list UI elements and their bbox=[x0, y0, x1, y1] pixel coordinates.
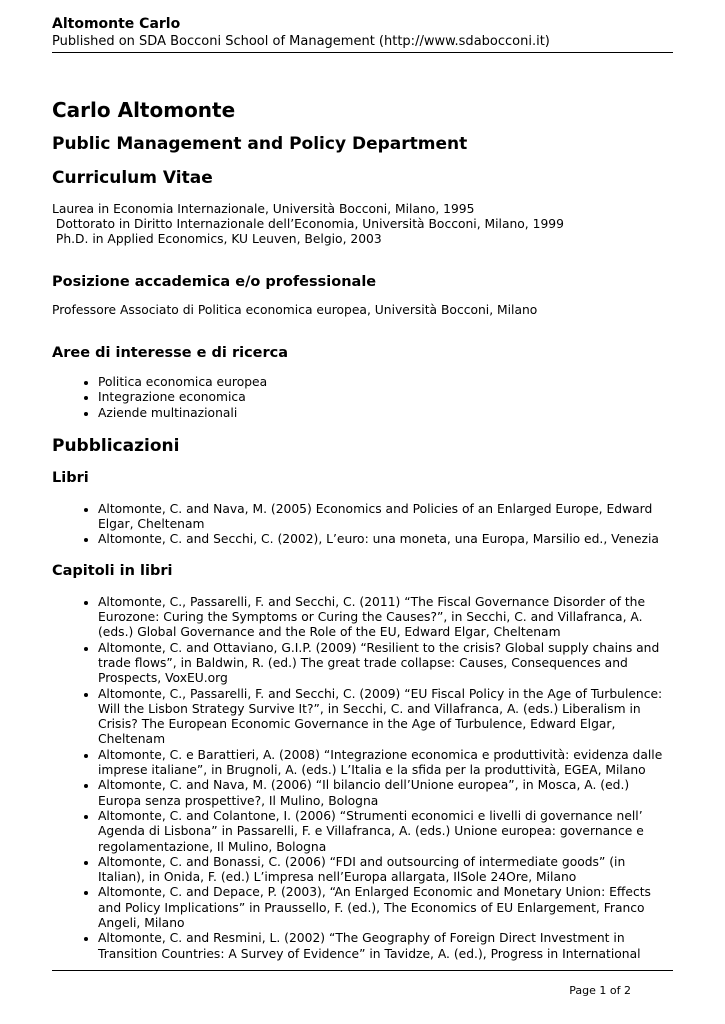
list-item: • Altomonte, C. and Ottaviano, G.I.P. (2009) “Resilient to the crisis? Global supply chains and trade flows”, in Baldwin, R. (ed.) The great trade collapse: Causes, Consequences and Prospects, VoxEU.org bbox=[98, 641, 673, 687]
books-heading: Libri bbox=[52, 469, 89, 486]
list-item: • Altomonte, C., Passarelli, F. and Secchi, C. (2009) “EU Fiscal Policy in the Age of Turbulence: Will the Lisbon Strategy Survive It?”, in Secchi, C. and Villafranca, A. (eds.) Liberalism in Crisis? The European Economic Governance in the Age of Turbulence, Edward Elgar, Cheltenam bbox=[98, 687, 673, 748]
education-line: Laurea in Economia Internazionale, Università Bocconi, Milano, 1995 bbox=[52, 202, 475, 216]
publications-heading: Pubblicazioni bbox=[52, 435, 180, 456]
person-name: Carlo Altomonte bbox=[52, 98, 236, 122]
education-block bbox=[52, 202, 673, 247]
chapters-heading: Capitoli in libri bbox=[52, 562, 173, 579]
list-item: • Altomonte, C. and Nava, M. (2005) Economics and Policies of an Enlarged Europe, Edward Elgar, Cheltenam bbox=[98, 502, 673, 533]
research-list bbox=[52, 375, 673, 421]
list-item: • Politica economica europea bbox=[98, 375, 673, 390]
page-header bbox=[52, 15, 673, 50]
education-line: Dottorato in Diritto Internazionale dell’Economia, Università Bocconi, Milano, 1999 bbox=[52, 217, 564, 231]
list-item: • Integrazione economica bbox=[98, 390, 673, 405]
list-item: • Altomonte, C. and Resmini, L. (2002) “The Geography of Foreign Direct Investment in Transition Countries: A Survey of Evidence” in Tavidze, A. (ed.), Progress in International bbox=[98, 931, 673, 962]
position-heading: Posizione accademica e/o professionale bbox=[52, 274, 377, 290]
list-item: • Altomonte, C. and Secchi, C. (2002), L’euro: una moneta, una Europa, Marsilio ed., Venezia bbox=[98, 532, 673, 547]
list-item: • Altomonte, C. and Bonassi, C. (2006) “FDI and outsourcing of intermediate goods” (in Italian), in Onida, F. (ed.) L’impresa nell’Europa allargata, IlSole 24Ore, Milano bbox=[98, 855, 673, 886]
header-title: Altomonte Carlo bbox=[52, 16, 181, 32]
header-subtitle: Published on SDA Bocconi School of Management (http://www.sdabocconi.it) bbox=[52, 34, 550, 49]
document-body bbox=[52, 97, 673, 962]
cv-heading: Curriculum Vitae bbox=[52, 168, 213, 188]
chapters-list bbox=[52, 595, 673, 962]
footer-divider bbox=[52, 970, 673, 971]
list-item: • Altomonte, C. e Barattieri, A. (2008) “Integrazione economica e produttività: evidenza dalle imprese italiane”, in Brugnoli, A. (eds.) L’Italia e la sfida per la produttività, EGEA, Milano bbox=[98, 748, 673, 779]
department-heading: Public Management and Policy Department bbox=[52, 134, 468, 154]
education-line: Ph.D. in Applied Economics, KU Leuven, Belgio, 2003 bbox=[52, 232, 382, 246]
page-number: Page 1 of 2 bbox=[569, 984, 631, 997]
list-item: • Altomonte, C. and Colantone, I. (2006) “Strumenti economici e livelli di governance nell’ Agenda di Lisbona” in Passarelli, F. e Villafranca, A. (eds.) Unione europea: governance e regolamentazione, Il Mulino, Bologna bbox=[98, 809, 673, 855]
books-list bbox=[52, 502, 673, 548]
list-item: • Altomonte, C. and Nava, M. (2006) “Il bilancio dell’Unione europea”, in Mosca, A. (ed.) Europa senza prospettive?, Il Mulino, Bologna bbox=[98, 778, 673, 809]
header-divider bbox=[52, 52, 673, 53]
research-heading: Aree di interesse e di ricerca bbox=[52, 345, 289, 361]
list-item: • Altomonte, C. and Depace, P. (2003), “An Enlarged Economic and Monetary Union: Effects and Policy Implications” in Praussello, F. (ed.), The Economics of EU Enlargement, Franco Angeli, Milano bbox=[98, 885, 673, 931]
list-item: • Aziende multinazionali bbox=[98, 406, 673, 421]
position-text: Professore Associato di Politica economica europea, Università Bocconi, Milano bbox=[52, 303, 538, 317]
list-item: • Altomonte, C., Passarelli, F. and Secchi, C. (2011) “The Fiscal Governance Disorder of the Eurozone: Curing the Symptoms or Curing the Causes?”, in Secchi, C. and Villafranca, A. (eds.) Global Governance and the Role of the EU, Edward Elgar, Cheltenam bbox=[98, 595, 673, 641]
